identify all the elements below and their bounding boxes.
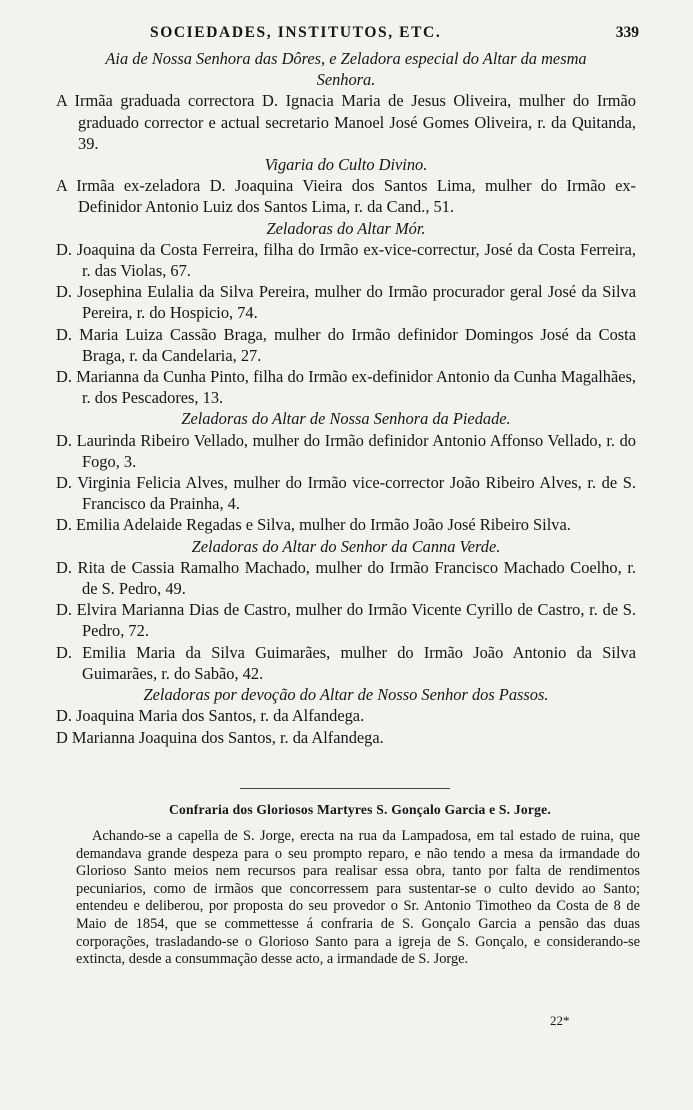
running-header bbox=[150, 24, 639, 50]
header-title: SOCIEDADES, INSTITUTOS, ETC. bbox=[150, 24, 442, 41]
entry: D. Maria Luiza Cassão Braga, mulher do Irmão definidor Domingos José da Costa Braga, r. da Candelaria, 27. bbox=[56, 324, 636, 365]
section-heading: Zeladoras do Altar Mór. bbox=[266, 218, 426, 238]
section-heading: Aia de Nossa Senhora das Dôres, e Zeladora especial do Altar da mesma Senhora. bbox=[105, 49, 587, 90]
entry: A Irmãa graduada correctora D. Ignacia Maria de Jesus Oliveira, mulher do Irmão graduado corrector e actual secretario Manoel José Gomes Oliveira, r. da Quitanda, 39. bbox=[56, 91, 636, 153]
entry: D. Rita de Cassia Ramalho Machado, mulher do Irmão Francisco Machado Coelho, r. de S. Pedro, 49. bbox=[56, 557, 636, 599]
section-heading: Zeladoras do Altar de Nossa Senhora da Piedade. bbox=[181, 409, 511, 429]
entry: D. Virginia Felicia Alves, mulher do Irmão vice-corrector João Ribeiro Alves, r. de S. Francisco da Prainha, 4. bbox=[56, 473, 636, 514]
section-divider bbox=[240, 788, 450, 789]
section-heading: Vigaria do Culto Divino. bbox=[264, 155, 428, 175]
signature-mark: 22* bbox=[550, 1013, 570, 1028]
entry: D. Elvira Marianna Dias de Castro, mulher do Irmão Vicente Cyrillo de Castro, r. de S. Pedro, 72. bbox=[56, 600, 636, 641]
entry: D Marianna Joaquina dos Santos, r. da Alfandega. bbox=[56, 727, 384, 747]
section-heading: Zeladoras por devoção do Altar de Nosso Senhor dos Passos. bbox=[143, 685, 549, 705]
entry: D. Marianna da Cunha Pinto, filha do Irmão ex-definidor Antonio da Cunha Magalhães, r. dos Pescadores, 13. bbox=[56, 367, 636, 408]
entry: D. Joaquina Maria dos Santos, r. da Alfandega. bbox=[56, 706, 365, 726]
entry: A Irmãa ex-zeladora D. Joaquina Vieira dos Santos Lima, mulher do Irmão ex-Definidor Antonio Luiz dos Santos Lima, r. da Cand., 51. bbox=[56, 176, 636, 217]
confraria-title: Confraria dos Gloriosos Martyres S. Gonçalo Garcia e S. Jorge. bbox=[169, 802, 551, 817]
section-heading: Zeladoras do Altar do Senhor da Canna Verde. bbox=[191, 536, 501, 556]
entry: D. Emilia Adelaide Regadas e Silva, mulher do Irmão João José Ribeiro Silva. bbox=[56, 515, 571, 535]
main-text bbox=[56, 48, 636, 748]
entry: D. Josephina Eulalia da Silva Pereira, mulher do Irmão procurador geral José da Silva Pereira, r. do Hospicio, 74. bbox=[56, 282, 636, 323]
entry: D. Joaquina da Costa Ferreira, filha do Irmão ex-vice-correctur, José da Costa Ferreira, r. das Violas, 67. bbox=[56, 239, 636, 281]
confraria-paragraph: Achando-se a capella de S. Jorge, erecta na rua da Lampadosa, em tal estado de ruina, que demandava grande despeza para o seu prompto reparo, e não tendo a mesa da irmandade do Glorioso Santo meios nem recursos para realisar essa obra, tanto por falta de rendimentos pecuniarios, como de irmãos que concorressem para sustentar-se o culto devido ao Santo; entendeu e deliberou, por proposta do seu provedor o Sr. Antonio Timotheo da Costa de 8 de Maio de 1854, que se commettesse á confraria de S. Gonçalo Garcia a pensão das duas corporações, trasladando-se o Glorioso Santo para a igreja de S. Gonçalo, e considerando-se extincta, desde a consummação desse acto, a irmandade de S. Jorge. bbox=[76, 828, 640, 968]
entry: D. Emilia Maria da Silva Guimarães, mulher do Irmão João Antonio da Silva Guimarães, r. do Sabão, 42. bbox=[56, 642, 636, 683]
entry: D. Laurinda Ribeiro Vellado, mulher do Irmão definidor Antonio Affonso Vellado, r. do Fogo, 3. bbox=[56, 430, 636, 471]
page-number: 339 bbox=[615, 24, 639, 41]
